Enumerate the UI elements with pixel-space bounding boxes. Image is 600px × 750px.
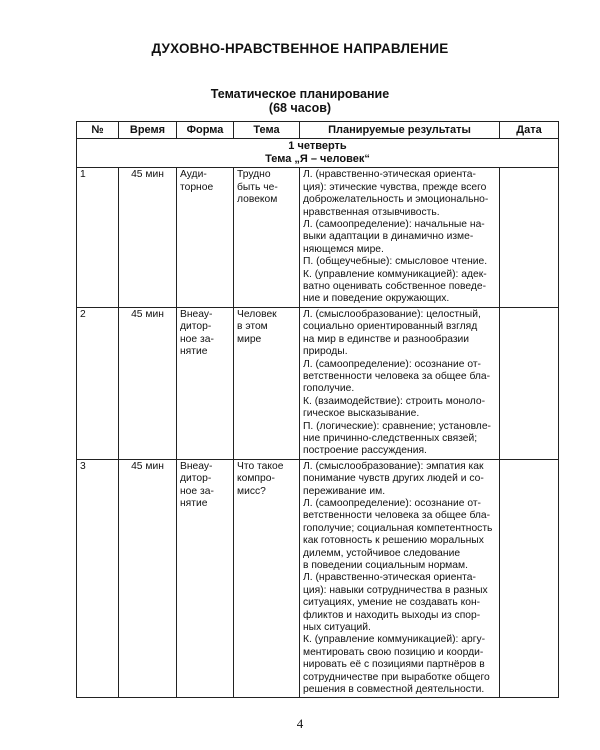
result-line: дилемм, устойчивое следование: [303, 547, 461, 559]
row-form: [177, 459, 234, 698]
result-line: Л. (смыслообразование): эмпатия как: [303, 460, 484, 472]
result-line: ветственности человека за общее бла-: [303, 510, 491, 522]
result-line: социально ориентированный взгляд: [303, 321, 478, 333]
theme-line: мире: [237, 333, 262, 345]
result-line: гополучие.: [303, 383, 355, 395]
header-form: Форма: [177, 122, 234, 139]
theme-line: быть че-: [237, 181, 278, 193]
row-number: 3: [77, 459, 119, 698]
row-date: [500, 459, 559, 698]
theme-line: Что такое: [237, 460, 284, 472]
form-line: дитор-: [180, 473, 212, 485]
result-line: построение рассуждения.: [303, 445, 427, 457]
result-line: Л. (самоопределение): начальные на-: [303, 219, 485, 231]
result-line: няющемся мире.: [303, 243, 384, 255]
result-line: Л. (смыслообразование): целостный,: [303, 308, 481, 320]
theme-line: в этом: [237, 321, 268, 333]
quarter-label: 1 четверть: [288, 140, 347, 153]
result-line: гополучие; социальная компетентность: [303, 522, 493, 534]
form-line: Ауди-: [180, 169, 207, 181]
row-form: [177, 307, 234, 459]
form-line: ное за-: [180, 485, 214, 497]
result-line: К. (управление коммуникацией): аргу-: [303, 634, 486, 646]
row-date: [500, 307, 559, 459]
result-line: Л. (самоопределение): осознание от-: [303, 497, 481, 509]
form-line: нятие: [180, 497, 208, 509]
result-line: ментировать свою позицию и коорди-: [303, 646, 484, 658]
result-line: ция): навыки сотрудничества в разных: [303, 584, 488, 596]
header-number: №: [77, 122, 119, 139]
result-line: ние причинно-следственных связей;: [303, 432, 478, 444]
result-line: переживание им.: [303, 485, 386, 497]
form-line: дитор-: [180, 321, 212, 333]
table-header-row: [77, 122, 559, 139]
result-line: гическое высказывание.: [303, 408, 420, 420]
form-line: Внеау-: [180, 308, 213, 320]
row-number: 2: [77, 307, 119, 459]
result-line: понимание чувств других людей и со-: [303, 473, 484, 485]
theme-line: мисс?: [237, 485, 266, 497]
result-line: Л. (нравственно-этическая ориента-: [303, 169, 476, 181]
header-date: Дата: [500, 122, 559, 139]
row-results: [300, 459, 500, 698]
result-line: К. (взаимодействие): строить моноло-: [303, 395, 486, 407]
result-line: П. (логические): сравнение; установле-: [303, 420, 491, 432]
row-theme: [234, 459, 300, 698]
planning-table: [76, 121, 559, 698]
form-line: ное за-: [180, 333, 214, 345]
result-line: как готовность к решению моральных: [303, 535, 484, 547]
result-line: П. (общеучебные): смысловое чтение.: [303, 256, 488, 268]
result-line: ция): этические чувства, прежде всего: [303, 181, 487, 193]
theme-line: Человек: [237, 308, 277, 320]
table-row: [77, 307, 559, 459]
result-line: нравственная отзывчивость.: [303, 206, 440, 218]
row-form: [177, 168, 234, 307]
result-line: Л. (самоопределение): осознание от-: [303, 358, 481, 370]
result-line: К. (управление коммуникацией): адек-: [303, 268, 487, 280]
result-line: на мир в единстве и разнообразии: [303, 333, 470, 345]
page-number: 4: [296, 716, 304, 731]
result-line: в поведении социальным нормам.: [303, 560, 468, 571]
plan-heading: [0, 87, 600, 115]
table-row: [77, 168, 559, 307]
result-line: природы.: [303, 346, 348, 358]
row-time: 45 мин: [119, 459, 177, 698]
topic-label: Тема „Я – человек“: [265, 153, 370, 166]
quarter-cell: [77, 139, 559, 168]
page-title: ДУХОВНО-НРАВСТВЕННОЕ НАПРАВЛЕНИЕ: [151, 41, 449, 56]
row-date: [500, 168, 559, 307]
row-theme: [234, 168, 300, 307]
header-results: Планируемые результаты: [300, 122, 500, 139]
result-line: фликтов и находить выходы из спор-: [303, 609, 481, 621]
result-line: решения в совместной деятельности.: [303, 684, 485, 696]
row-results: [300, 168, 500, 307]
form-line: Внеау-: [180, 460, 213, 472]
form-line: торное: [180, 181, 214, 193]
row-time: 45 мин: [119, 307, 177, 459]
quarter-row: [77, 139, 559, 168]
result-line: ситуациях, умение не создавать кон-: [303, 597, 481, 609]
table-row: [77, 459, 559, 698]
row-number: 1: [77, 168, 119, 307]
form-line: нятие: [180, 346, 208, 358]
theme-line: Трудно: [237, 169, 271, 181]
theme-line: ловеком: [237, 194, 278, 206]
result-line: ние и поведение окружающих.: [303, 293, 450, 305]
header-time: Время: [119, 122, 177, 139]
row-results: [300, 307, 500, 459]
result-line: доброжелательность и эмоционально-: [303, 194, 489, 206]
result-line: Л. (нравственно-этическая ориента-: [303, 572, 476, 584]
plan-title: Тематическое планирование: [210, 87, 390, 101]
result-line: ватно оценивать собственное поведе-: [303, 281, 487, 293]
result-line: нировать её с позициями партнёров в: [303, 659, 485, 671]
header-theme: Тема: [234, 122, 300, 139]
result-line: сотрудничестве при выработке общего: [303, 671, 490, 683]
row-theme: [234, 307, 300, 459]
row-time: 45 мин: [119, 168, 177, 307]
plan-hours: (68 часов): [268, 101, 332, 115]
result-line: ных ситуаций.: [303, 622, 371, 634]
result-line: выки адаптации в динамично изме-: [303, 231, 474, 243]
theme-line: компро-: [237, 473, 275, 485]
result-line: ветственности человека за общее бла-: [303, 370, 491, 382]
